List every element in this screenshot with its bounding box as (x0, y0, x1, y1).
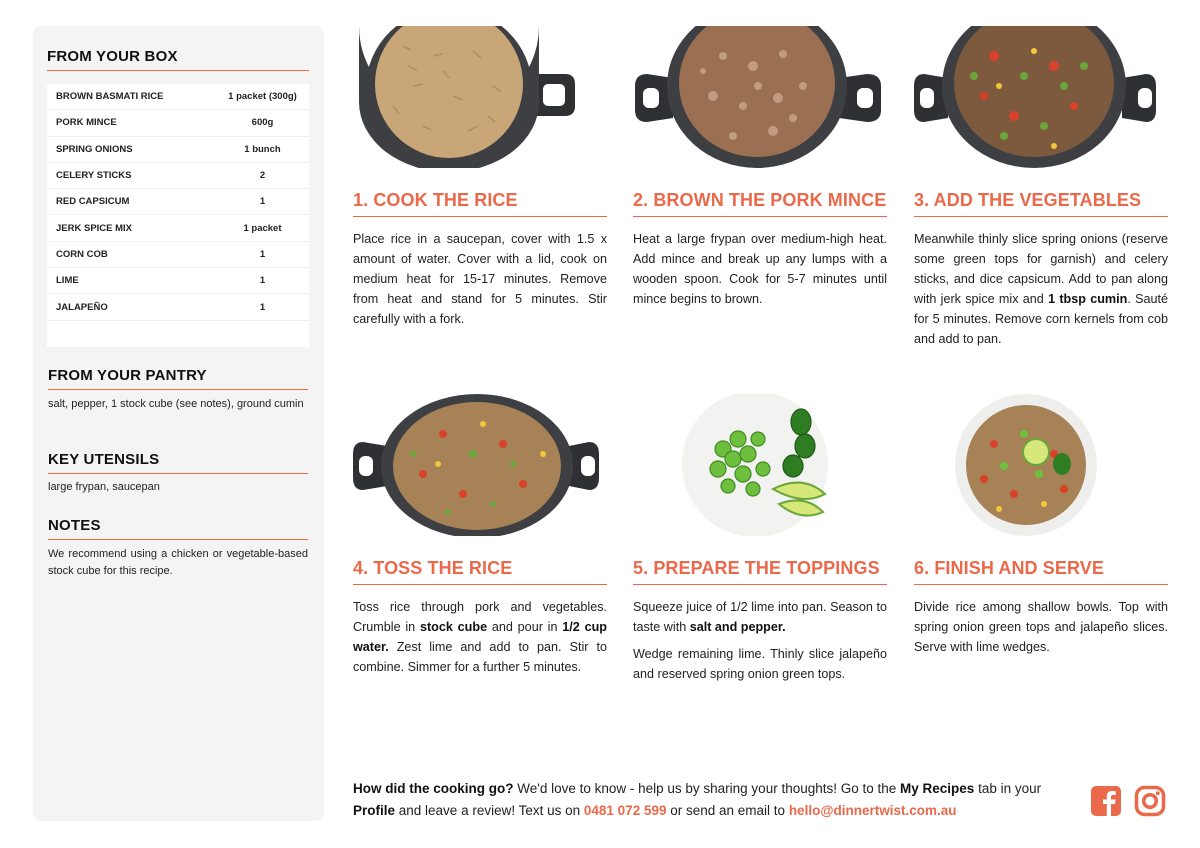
step-text: Toss rice through pork and vegetables. Crumble in (353, 600, 607, 634)
step-title: 4. TOSS THE RICE (353, 558, 607, 585)
step-text: Divide rice among shallow bowls. Top with spring onion green tops and jalapeño slices. Serve with lime wedges. (914, 600, 1168, 654)
footer-text: or send an email to (666, 803, 789, 818)
step-text: Place rice in a saucepan, cover with 1.5 x amount of water. Cover with a lid, cook on medium heat for 15-17 minutes. Remove from heat and stand for 5 minutes. Stir carefully with a fork. (353, 232, 607, 326)
footer-text: and leave a review! Text us on (395, 803, 584, 818)
step-text-bold: salt and pepper. (689, 620, 786, 634)
ingredient-row (47, 189, 309, 215)
ingredient-name: CORN COB (56, 248, 108, 260)
ingredient-table (47, 84, 309, 347)
mince-vegetables-pan-image (914, 26, 1168, 168)
step-3 (914, 26, 1168, 356)
step-text: . Sauté for 5 minutes. Remove corn kernels from cob and add to pan. (914, 292, 1168, 346)
ingredient-qty: 1 (259, 301, 266, 313)
step-body (914, 597, 1168, 657)
served-bowl-image (914, 394, 1168, 536)
key-utensils-title: KEY UTENSILS (48, 451, 308, 474)
notes-text: We recommend using a chicken or vegetable-based stock cube for this recipe. (48, 548, 308, 577)
footer-question: How did the cooking go? (353, 781, 514, 796)
ingredient-row (47, 84, 309, 110)
ingredient-name: LIME (56, 275, 79, 287)
step-title: 5. PREPARE THE TOPPINGS (633, 558, 887, 585)
ingredient-row (47, 294, 309, 320)
ingredient-qty: 2 (259, 170, 266, 182)
step-text: Meanwhile thinly slice spring onions (reserve some green tops for garnish) and celery sticks, and dice capsicum. Add to pan along with jerk spice mix and (914, 232, 1168, 306)
footer-text: We'd love to know - help us by sharing your thoughts! Go to the (513, 781, 901, 796)
ingredient-row (47, 242, 309, 268)
browned-mince-pan-image (633, 26, 887, 168)
phone-number-link[interactable]: 0481 072 599 (583, 803, 667, 818)
from-your-box-title: FROM YOUR BOX (47, 48, 309, 71)
ingredient-qty: 1 (259, 196, 266, 208)
step-text: Squeeze juice of 1/2 lime into pan. Season to taste with (633, 600, 887, 634)
step-text: and pour in (487, 620, 563, 634)
step-title: 2. BROWN THE PORK MINCE (633, 190, 887, 217)
step-title: 1. COOK THE RICE (353, 190, 607, 217)
notes-title: NOTES (48, 517, 308, 540)
ingredient-row (47, 137, 309, 163)
instagram-icon[interactable] (1134, 785, 1166, 817)
ingredient-name: JALAPEÑO (56, 301, 108, 313)
step-body (353, 597, 607, 677)
ingredient-row (47, 268, 309, 294)
step-text: Wedge remaining lime. Thinly slice jalapeño and reserved spring onion green tops. (633, 647, 887, 681)
step-text-bold: 1 tbsp cumin (1048, 292, 1128, 306)
step-body (633, 229, 887, 309)
step-text: Zest lime and add to pan. Stir to combine. Simmer for a further 5 minutes. (353, 640, 607, 674)
email-link[interactable]: hello@dinnertwist.com.au (788, 803, 957, 818)
ingredient-qty: 1 packet (243, 222, 282, 234)
pantry-text: salt, pepper, 1 stock cube (see notes), ground cumin (48, 398, 304, 410)
from-your-pantry-title: FROM YOUR PANTRY (48, 367, 308, 390)
step-5 (633, 394, 887, 691)
step-text-bold: 1/2 cup water. (353, 620, 607, 654)
step-4 (353, 394, 607, 684)
step-2 (633, 26, 887, 316)
my-recipes-label: My Recipes (900, 781, 975, 796)
ingredient-name: RED CAPSICUM (56, 196, 130, 208)
step-1 (353, 26, 607, 336)
ingredient-name: PORK MINCE (56, 117, 117, 129)
ingredient-qty: 1 bunch (244, 143, 281, 155)
ingredient-qty: 600g (251, 117, 274, 129)
step-body (353, 229, 607, 329)
ingredient-row (47, 110, 309, 136)
footer-text: tab in your (974, 781, 1042, 796)
ingredient-row (47, 163, 309, 189)
ingredient-qty: 1 (259, 248, 266, 260)
step-body (633, 597, 887, 684)
ingredient-name: JERK SPICE MIX (56, 222, 133, 234)
ingredient-name: CELERY STICKS (56, 170, 132, 182)
facebook-icon[interactable] (1090, 785, 1122, 817)
ingredient-name: SPRING ONIONS (56, 143, 133, 155)
feedback-footer (353, 778, 1073, 822)
step-text: Heat a large frypan over medium-high heat. Add mince and break up any lumps with a wooden spoon. Cook for 5-7 minutes until mince begins to brown. (633, 232, 887, 306)
step-title: 6. FINISH AND SERVE (914, 558, 1168, 585)
utensils-text: large frypan, saucepan (48, 481, 160, 493)
ingredients-sidebar (33, 26, 324, 821)
ingredient-qty: 1 packet (300g) (228, 91, 297, 103)
fried-rice-pan-image (353, 394, 607, 536)
step-6 (914, 394, 1168, 664)
profile-label: Profile (353, 803, 396, 818)
toppings-plate-image (633, 394, 887, 536)
step-title: 3. ADD THE VEGETABLES (914, 190, 1168, 217)
cooked-rice-pan-image (353, 26, 607, 168)
ingredient-qty: 1 (259, 275, 266, 287)
step-body (914, 229, 1168, 349)
ingredient-name: BROWN BASMATI RICE (56, 91, 164, 103)
step-text-bold: stock cube (419, 620, 488, 634)
ingredient-row (47, 215, 309, 241)
